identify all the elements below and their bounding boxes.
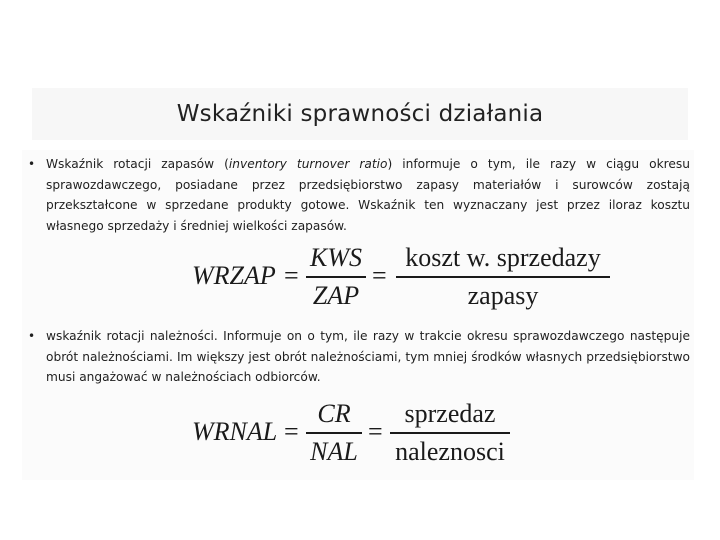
- fraction-denominator: NAL: [310, 437, 358, 466]
- bullet-text-part: Wskaźnik rotacji zapasów (: [46, 157, 229, 171]
- equals-sign: =: [368, 417, 383, 446]
- fraction-numerator: koszt w. sprzedazy: [405, 243, 601, 272]
- bullet-marker: •: [28, 329, 36, 343]
- equals-sign: =: [284, 261, 299, 290]
- fraction-denominator: ZAP: [312, 281, 360, 310]
- equals-sign: =: [372, 261, 387, 290]
- fraction-bar: [306, 276, 366, 278]
- fraction-numerator: CR: [317, 399, 351, 428]
- fraction-denominator: naleznosci: [395, 437, 505, 466]
- fraction-numerator: KWS: [310, 243, 362, 272]
- bullet-text: [46, 154, 690, 236]
- bullet-text-italic: inventory turnover ratio: [228, 157, 388, 171]
- bullet-text: wskaźnik rotacji należności. Informuje on o tym, ile razy w trakcie okresu sprawozdawczego następuje obrót należnościami. Im większy jest obrót należnościami, tym mniej środków własnych przedsiębiorstwo musi angażować w należnościach odbiorców.: [46, 329, 690, 384]
- bullet-marker: •: [28, 157, 36, 171]
- slide-title: Wskaźniki sprawności działania: [176, 101, 544, 127]
- formula-wrnal: [192, 400, 522, 472]
- fraction-bar: [390, 432, 510, 434]
- formula-lhs: WRNAL: [192, 417, 278, 446]
- formula-wrzap: [192, 244, 612, 316]
- fraction-numerator: sprzedaz: [404, 399, 496, 428]
- equals-sign: =: [284, 417, 299, 446]
- fraction-denominator: zapasy: [467, 281, 539, 310]
- fraction-bar: [396, 276, 610, 278]
- formula-lhs: WRZAP: [192, 261, 276, 290]
- bullet-text-part: ) informuje o tym, ile razy w ciągu okresu sprawozdawczego, posiadane przez przedsiębiorstwo zapasy materiałów i surowców zostają przekształcone w sprzedane produkty gotowe. Wskaźnik ten wyznaczany jest przez iloraz kosztu własnego sprzedaży i średniej wielkości zapasów.: [46, 157, 690, 233]
- fraction-bar: [306, 432, 362, 434]
